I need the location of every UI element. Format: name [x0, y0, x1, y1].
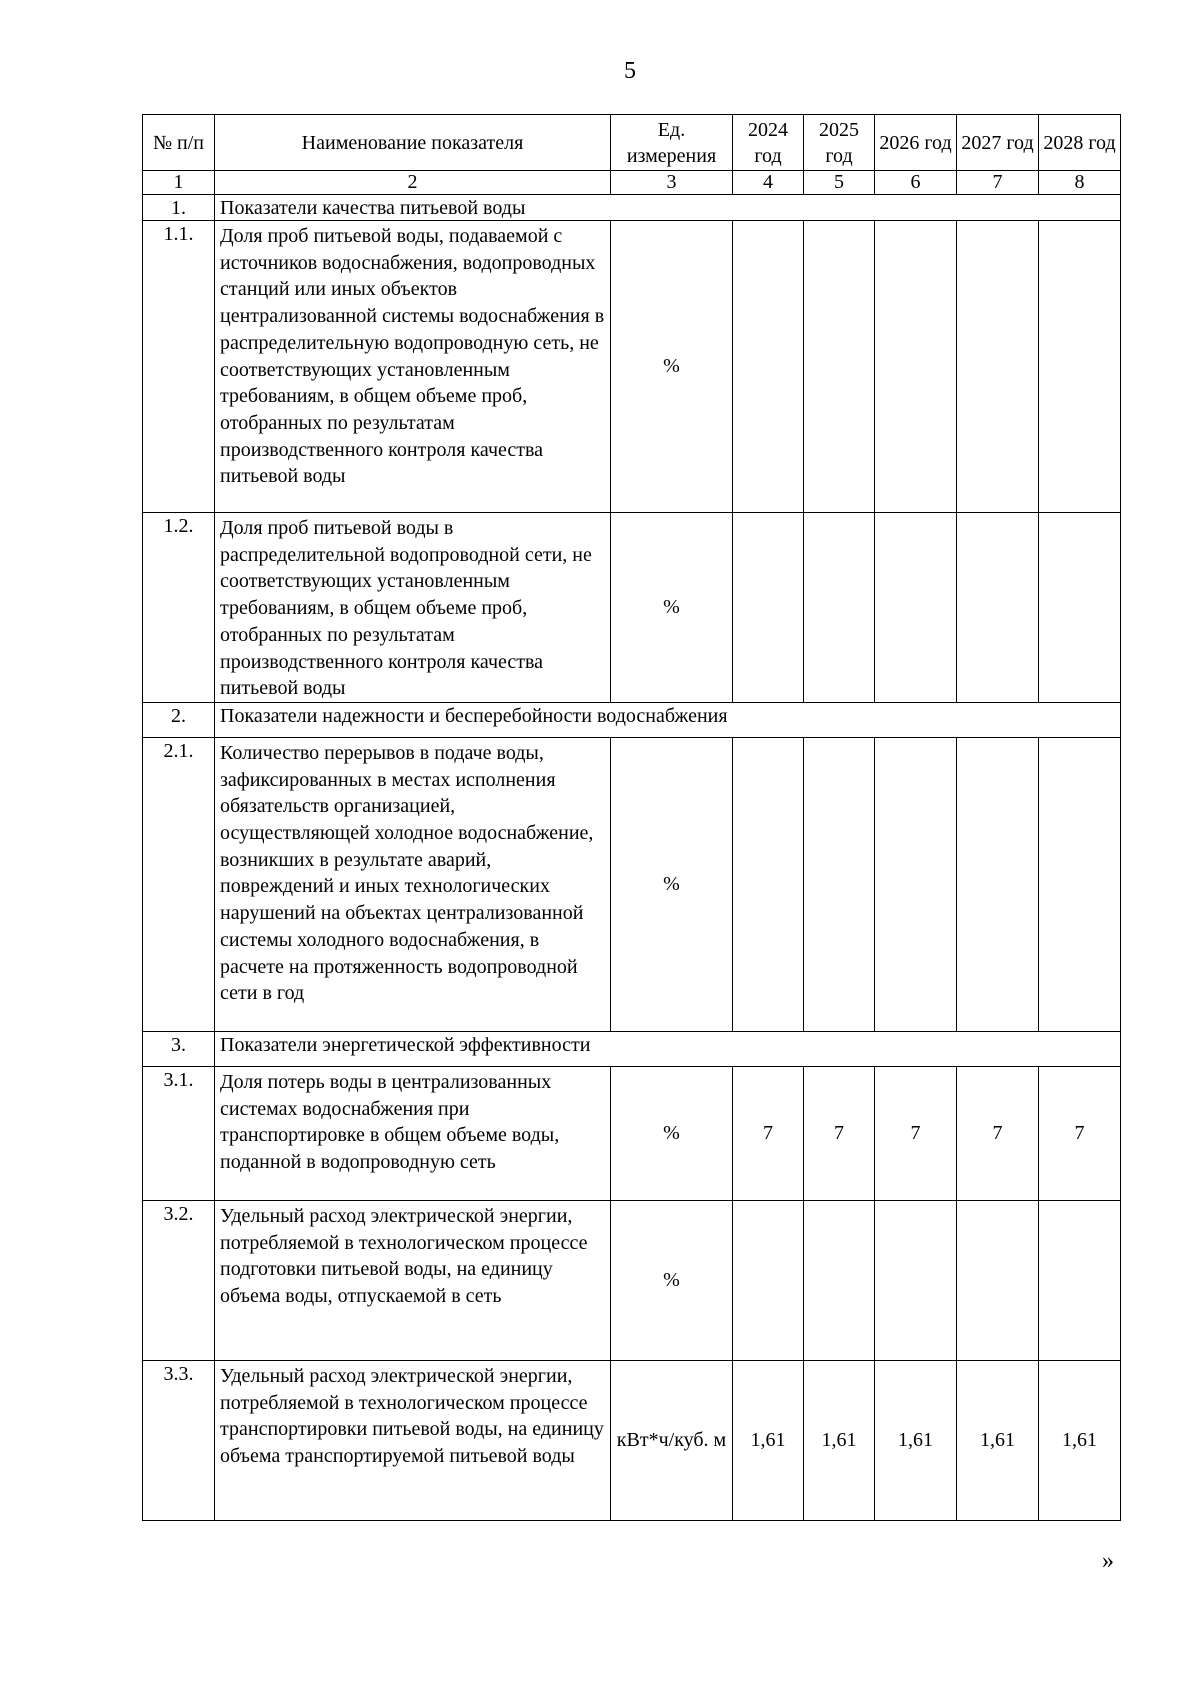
- column-number: 2: [215, 171, 611, 195]
- indicator-row-3-2: [143, 1200, 1121, 1360]
- value-cell: 7: [875, 1066, 957, 1200]
- value-cell: [1039, 1200, 1121, 1360]
- indicator-name: Доля потерь воды в централизованных системах водоснабжения при транспортировке в общем объеме воды, поданной в водопроводную сеть: [215, 1066, 611, 1200]
- row-number: 1.1.: [143, 221, 215, 513]
- section-row-1: [143, 195, 1121, 221]
- column-number: 1: [143, 171, 215, 195]
- value-cell: 1,61: [875, 1360, 957, 1520]
- section-number: 2.: [143, 702, 215, 737]
- section-title: Показатели энергетической эффективности: [215, 1031, 1121, 1066]
- unit-cell: %: [611, 513, 733, 703]
- value-cell: [804, 737, 875, 1031]
- indicator-name: Удельный расход электрической энергии, потребляемой в технологическом процессе транспортировки питьевой воды, на единицу объема транспортируемой питьевой воды: [215, 1360, 611, 1520]
- indicator-name: Доля проб питьевой воды в распределительной водопроводной сети, не соответствующих установленным требованиям, в общем объеме проб, отобранных по результатам производственного контроля качества питьевой воды: [215, 513, 611, 703]
- column-number: 8: [1039, 171, 1121, 195]
- indicator-row-1-1: [143, 221, 1121, 513]
- row-number: 3.2.: [143, 1200, 215, 1360]
- header-year: 2026 год: [875, 115, 957, 171]
- closing-quote: »: [1102, 1548, 1114, 1574]
- row-number: 2.1.: [143, 737, 215, 1031]
- value-cell: [1039, 513, 1121, 703]
- header-name: Наименование показателя: [215, 115, 611, 171]
- value-cell: 1,61: [804, 1360, 875, 1520]
- header-year: 2025 год: [804, 115, 875, 171]
- unit-cell: кВт*ч/куб. м: [611, 1360, 733, 1520]
- value-cell: [875, 513, 957, 703]
- value-cell: 7: [957, 1066, 1039, 1200]
- value-cell: [804, 221, 875, 513]
- indicator-row-2-1: [143, 737, 1121, 1031]
- value-cell: [1039, 737, 1121, 1031]
- indicators-table: [142, 114, 1121, 1521]
- value-cell: 7: [804, 1066, 875, 1200]
- column-number-row: [143, 171, 1121, 195]
- value-cell: [957, 513, 1039, 703]
- column-number: 6: [875, 171, 957, 195]
- header-year: 2027 год: [957, 115, 1039, 171]
- value-cell: [733, 737, 804, 1031]
- header-row: [143, 115, 1121, 171]
- indicator-row-3-1: [143, 1066, 1121, 1200]
- indicator-name: Доля проб питьевой воды, подаваемой с источников водоснабжения, водопроводных станций или иных объектов централизованной системы водоснабжения в распределительную водопроводную сеть, не соответствующих установленным требованиям, в общем объеме проб, отобранных по результатам производственного контроля качества питьевой воды: [215, 221, 611, 513]
- header-year: 2028 год: [1039, 115, 1121, 171]
- page-number: 5: [624, 58, 636, 84]
- value-cell: [875, 737, 957, 1031]
- value-cell: [957, 1200, 1039, 1360]
- section-title: Показатели качества питьевой воды: [215, 195, 1121, 221]
- column-number: 3: [611, 171, 733, 195]
- value-cell: 1,61: [733, 1360, 804, 1520]
- unit-cell: %: [611, 737, 733, 1031]
- value-cell: [957, 221, 1039, 513]
- value-cell: 1,61: [1039, 1360, 1121, 1520]
- value-cell: [733, 1200, 804, 1360]
- value-cell: [1039, 221, 1121, 513]
- column-number: 7: [957, 171, 1039, 195]
- row-number: 3.1.: [143, 1066, 215, 1200]
- column-number: 5: [804, 171, 875, 195]
- column-number: 4: [733, 171, 804, 195]
- section-number: 1.: [143, 195, 215, 221]
- row-number: 1.2.: [143, 513, 215, 703]
- header-num: № п/п: [143, 115, 215, 171]
- unit-cell: %: [611, 1200, 733, 1360]
- indicator-name: Удельный расход электрической энергии, потребляемой в технологическом процессе подготовки питьевой воды, на единицу объема воды, отпускаемой в сеть: [215, 1200, 611, 1360]
- unit-cell: %: [611, 221, 733, 513]
- value-cell: [733, 221, 804, 513]
- indicator-row-3-3: [143, 1360, 1121, 1520]
- value-cell: [875, 221, 957, 513]
- indicator-row-1-2: [143, 513, 1121, 703]
- section-row-2: [143, 702, 1121, 737]
- value-cell: 7: [1039, 1066, 1121, 1200]
- section-number: 3.: [143, 1031, 215, 1066]
- header-year: 2024 год: [733, 115, 804, 171]
- value-cell: [804, 513, 875, 703]
- section-row-3: [143, 1031, 1121, 1066]
- row-number: 3.3.: [143, 1360, 215, 1520]
- value-cell: [733, 513, 804, 703]
- header-unit: Ед. измерения: [611, 115, 733, 171]
- indicator-name: Количество перерывов в подаче воды, зафиксированных в местах исполнения обязательств организацией, осуществляющей холодное водоснабжение, возникших в результате аварий, повреждений и иных технологических нарушений на объектах централизованной системы холодного водоснабжения, в расчете на протяженность водопроводной сети в год: [215, 737, 611, 1031]
- value-cell: 7: [733, 1066, 804, 1200]
- unit-cell: %: [611, 1066, 733, 1200]
- value-cell: [957, 737, 1039, 1031]
- value-cell: [804, 1200, 875, 1360]
- value-cell: 1,61: [957, 1360, 1039, 1520]
- value-cell: [875, 1200, 957, 1360]
- section-title: Показатели надежности и бесперебойности водоснабжения: [215, 702, 1121, 737]
